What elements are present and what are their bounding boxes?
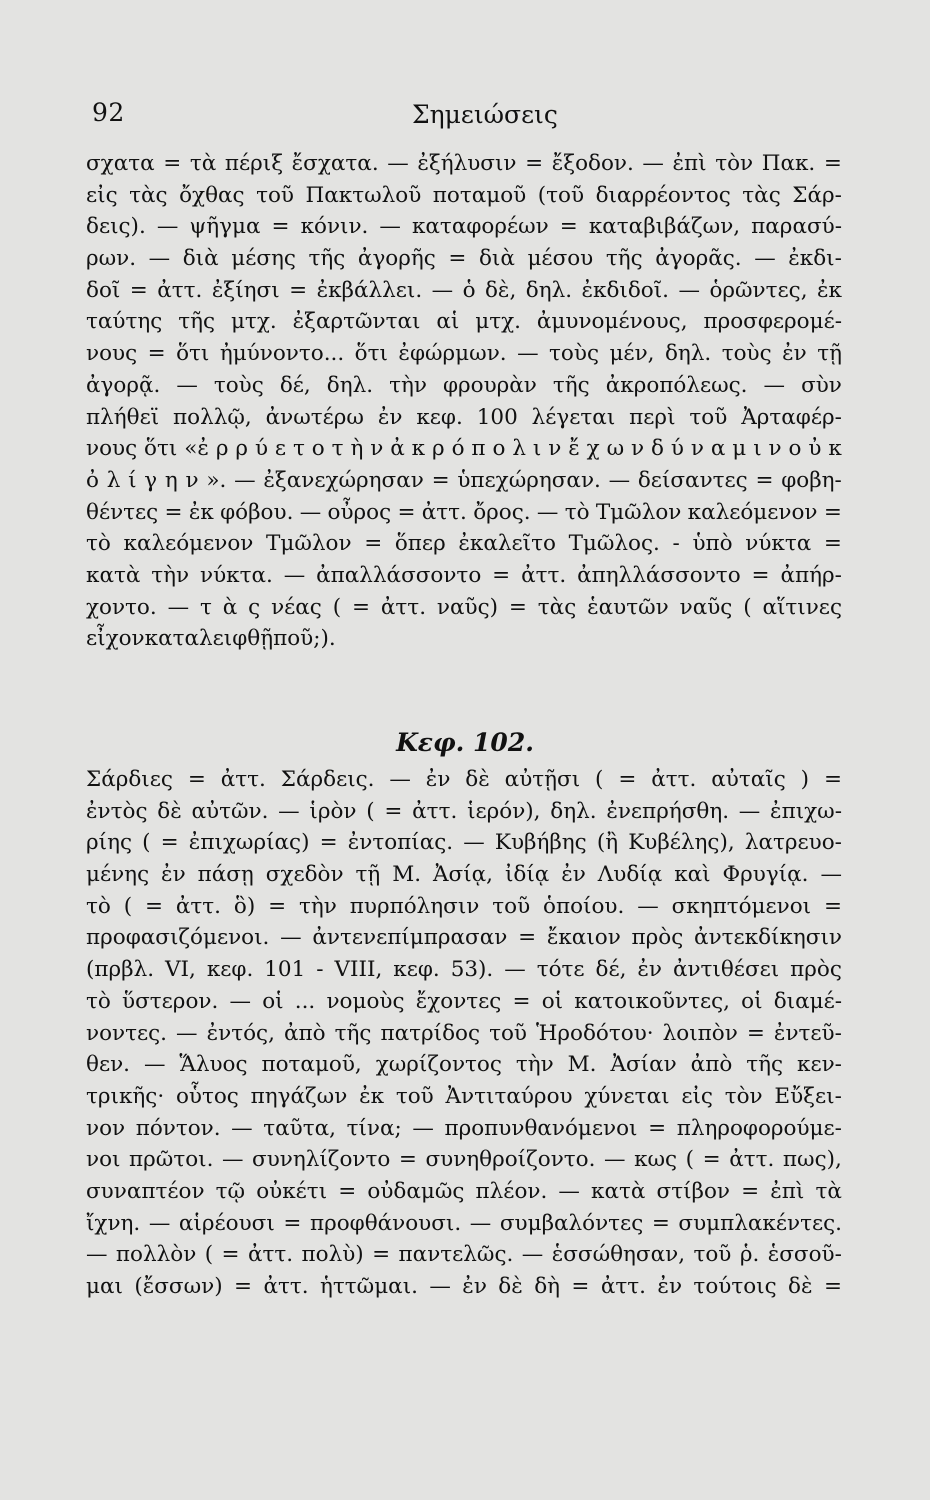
text-line: ἐντὸς δὲ αὐτῶν. — ἱρὸν ( = ἀττ. ἱερόν), δηλ. ἐνεπρήσθη. — ἐπιχω- xyxy=(86,798,842,824)
text-line: μένης ἐν πάσῃ σχεδὸν τῇ Μ. Ἀσίᾳ, ἰδίᾳ ἐν Λυδίᾳ καὶ Φρυγίᾳ. — xyxy=(86,862,842,888)
text-line: κατὰ τὴν νύκτα. — ἀπαλλάσσοντο = ἀττ. ἀπηλλάσσοντο = ἀπήρ- xyxy=(86,562,842,588)
text-line: ἴχνη. — αἱρέουσι = προφθάνουσι. — συμβαλόντες = συμπλακέντες. xyxy=(86,1210,842,1236)
text-line: Σάρδιες = ἀττ. Σάρδεις. — ἐν δὲ αὐτῇσι ( = ἀττ. αὐταῖς ) = xyxy=(86,767,842,792)
text-line: συναπτέον τῷ οὐκέτι = οὐδαμῶς πλέον. — κατὰ στίβον = ἐπὶ τὰ xyxy=(86,1178,842,1204)
chapter-heading: Κεφ. 102. xyxy=(396,728,534,757)
text-line: δεις). — ψῆγμα = κόνιν. — καταφορέων = καταβιβάζων, παρασύ- xyxy=(86,214,842,240)
text-line: ταύτης τῆς μτχ. ἐξαρτῶνται αἱ μτχ. ἀμυνομένους, προσφερομέ- xyxy=(86,309,842,335)
text-line: μαι (ἔσσων) = ἀττ. ἡττῶμαι. — ἐν δὲ δὴ = ἀττ. ἐν τούτοις δὲ = xyxy=(86,1274,842,1299)
page-number: 92 xyxy=(92,98,125,127)
text-line: θεν. — Ἅλυος ποταμοῦ, χωρίζοντος τὴν Μ. Ἀσίαν ἀπὸ τῆς κεν- xyxy=(86,1052,842,1078)
text-line: ρίης ( = ἐπιχωρίας) = ἐντοπίας. — Κυβήβης (ἢ Κυβέλης), λατρευο- xyxy=(86,830,842,856)
text-line: δοῖ = ἀττ. ἐξίησι = ἐκβάλλει. — ὁ δὲ, δηλ. ἐκδιδοῖ. — ὁρῶντες, ἐκ xyxy=(86,277,842,303)
text-line: προφασιζόμενοι. — ἀντενεπίμπρασαν = ἔκαιον πρὸς ἀντεκδίκησιν xyxy=(86,925,842,951)
text-line: τὸ καλεόμενον Τμῶλον = ὅπερ ἐκαλεῖτο Τμῶλος. - ὑπὸ νύκτα = xyxy=(86,531,842,557)
text-line: νοντες. — ἐντός, ἀπὸ τῆς πατρίδος τοῦ Ἡροδότου· λοιπὸν = ἐντεῦ- xyxy=(86,1020,842,1046)
text-line: εἶχον καταλειφθῇ ποῦ ;). xyxy=(86,626,336,652)
text-line: νοι πρῶτοι. — συνηλίζοντο = συνηθροίζοντο. — κως ( = ἀττ. πως), xyxy=(86,1147,842,1173)
text-line: ἀγορᾷ. — τοὺς δέ, δηλ. τὴν φρουρὰν τῆς ἀκροπόλεως. — σὺν xyxy=(86,372,842,398)
text-line: θέντες = ἐκ φόβου. — οὖρος = ἀττ. ὄρος. — τὸ Τμῶλον καλεόμενον = xyxy=(86,499,842,525)
text-line: — πολλὸν ( = ἀττ. πολὺ) = παντελῶς. — ἑσσώθησαν, τοῦ ῥ. ἑσσοῦ- xyxy=(86,1242,842,1268)
text-line: νον πόντον. — ταῦτα, τίνα; — προπυνθανόμενοι = πληροφορούμε- xyxy=(86,1115,842,1141)
text-line: ρων. — διὰ μέσης τῆς ἀγορῆς = διὰ μέσου τῆς ἀγορᾶς. — ἐκδι- xyxy=(86,246,842,272)
running-title: Σημειώσεις xyxy=(412,100,558,129)
text-line: χοντο. — τ ὰ ς νέας ( = ἀττ. ναῦς) = τὰς ἑαυτῶν ναῦς ( αἵτινες xyxy=(86,594,842,620)
text-line: εἰς τὰς ὄχθας τοῦ Πακτωλοῦ ποταμοῦ (τοῦ διαρρέοντος τὰς Σάρ- xyxy=(86,182,842,208)
text-line: νους ὅτι «ἐ ρ ρ ύ ε τ ο τ ὴ ν ἀ κ ρ ό π ο λ ι ν ἔ χ ω ν δ ύ ν α μ ι ν ο ὐ κ xyxy=(86,436,842,462)
text-line: ὀ λ ί γ η ν ». — ἐξανεχώρησαν = ὑπεχώρησαν. — δείσαντες = φοβη- xyxy=(86,467,842,493)
text-line: τρικῆς· οὗτος πηγάζων ἐκ τοῦ Ἀντιταύρου χύνεται εἰς τὸν Εὔξει- xyxy=(86,1083,842,1109)
text-line: σχατα = τὰ πέριξ ἔσχατα. — ἐξήλυσιν = ἔξοδον. — ἐπὶ τὸν Πακ. = xyxy=(86,151,842,176)
text-line: τὸ ( = ἀττ. ὃ) = τὴν πυρπόλησιν τοῦ ὁποίου. — σκηπτόμενοι = xyxy=(86,893,842,919)
text-line: τὸ ὕστερον. — οἱ ... νομοὺς ἔχοντες = οἱ κατοικοῦντες, οἱ διαμέ- xyxy=(86,988,842,1014)
notes-section-top xyxy=(86,148,842,655)
text-line: (πρβλ. VI, κεφ. 101 - VIII, κεφ. 53). — τότε δέ, ἐν ἀντιθέσει πρὸς xyxy=(86,957,842,983)
notes-section-bottom xyxy=(86,764,842,1303)
text-line: νους = ὅτι ἠμύνοντο... ὅτι ἐφώρμων. — τοὺς μέν, δηλ. τοὺς ἐν τῇ xyxy=(86,341,842,367)
text-line: πλήθεϊ πολλῷ, ἀνωτέρω ἐν κεφ. 100 λέγεται περὶ τοῦ Ἀρταφέρ- xyxy=(86,404,842,430)
